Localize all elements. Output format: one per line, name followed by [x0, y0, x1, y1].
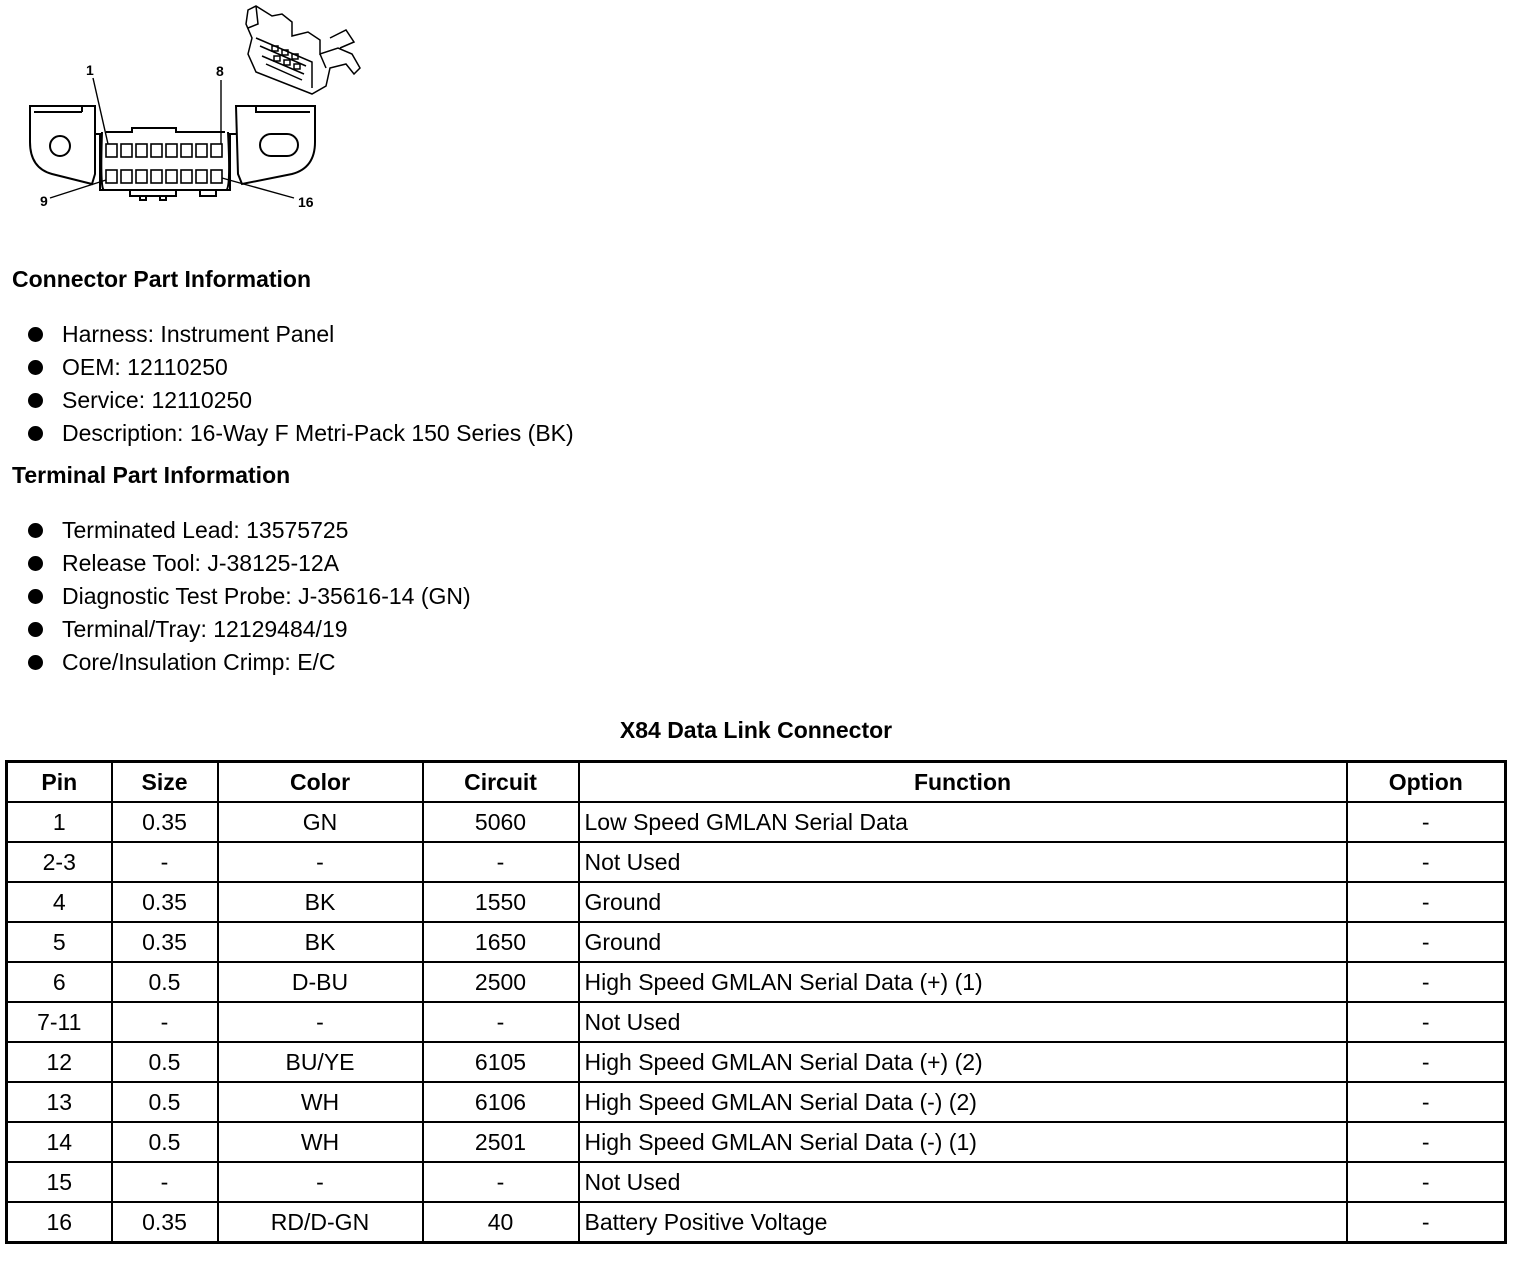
cell-circuit: -	[423, 1162, 579, 1202]
cell-circuit: 6105	[423, 1042, 579, 1082]
cell-pin: 1	[7, 802, 112, 842]
list-item	[28, 646, 471, 679]
list-item	[28, 547, 471, 580]
pin-cavity	[166, 144, 177, 157]
cell-size: -	[112, 1162, 218, 1202]
cell-color: WH	[218, 1122, 423, 1162]
list-item	[28, 580, 471, 613]
column-header-function: Function	[579, 762, 1347, 803]
cell-option: -	[1347, 922, 1506, 962]
bullet-icon	[28, 360, 43, 375]
column-header-option: Option	[1347, 762, 1506, 803]
pin-cavity	[166, 170, 177, 183]
column-header-color: Color	[218, 762, 423, 803]
cell-option: -	[1347, 1122, 1506, 1162]
bullet-icon	[28, 393, 43, 408]
table-row	[7, 922, 1506, 962]
cell-size: 0.35	[112, 922, 218, 962]
cell-function: Ground	[579, 882, 1347, 922]
list-item-text: OEM: 12110250	[62, 354, 228, 380]
list-item-text: Terminated Lead: 13575725	[62, 517, 349, 543]
list-item	[28, 613, 471, 646]
column-header-circuit: Circuit	[423, 762, 579, 803]
table-caption: X84 Data Link Connector	[619, 717, 893, 743]
cell-size: 0.5	[112, 1042, 218, 1082]
cell-size: 0.5	[112, 962, 218, 1002]
cell-size: 0.35	[112, 882, 218, 922]
cell-color: BU/YE	[218, 1042, 423, 1082]
table-row	[7, 1122, 1506, 1162]
cell-circuit: 6106	[423, 1082, 579, 1122]
connector-3d-illustration	[246, 6, 360, 94]
bullet-icon	[28, 622, 43, 637]
list-item-text: Terminal/Tray: 12129484/19	[62, 616, 348, 642]
cell-function: Not Used	[579, 1162, 1347, 1202]
cell-function: High Speed GMLAN Serial Data (+) (2)	[579, 1042, 1347, 1082]
cell-pin: 6	[7, 962, 112, 1002]
connector-face	[30, 106, 315, 200]
cell-pin: 12	[7, 1042, 112, 1082]
list-item-text: Core/Insulation Crimp: E/C	[62, 649, 336, 675]
pin-table	[5, 760, 1507, 1244]
cell-option: -	[1347, 1082, 1506, 1122]
pin-cavity	[136, 144, 147, 157]
cell-option: -	[1347, 842, 1506, 882]
cell-color: GN	[218, 802, 423, 842]
terminal-part-info-heading: Terminal Part Information	[12, 462, 291, 488]
cell-color: WH	[218, 1082, 423, 1122]
cell-pin: 14	[7, 1122, 112, 1162]
cell-circuit: 2501	[423, 1122, 579, 1162]
table-row	[7, 1082, 1506, 1122]
cell-color: -	[218, 842, 423, 882]
bullet-icon	[28, 589, 43, 604]
bullet-icon	[28, 556, 43, 571]
cell-circuit: 5060	[423, 802, 579, 842]
cell-pin: 5	[7, 922, 112, 962]
table-row	[7, 842, 1506, 882]
cell-function: Ground	[579, 922, 1347, 962]
pin-cavity	[211, 144, 222, 157]
cell-pin: 16	[7, 1202, 112, 1243]
cell-pin: 4	[7, 882, 112, 922]
cell-pin: 13	[7, 1082, 112, 1122]
pin-label-9: 9	[40, 193, 48, 209]
cell-function: Not Used	[579, 842, 1347, 882]
list-item-text: Diagnostic Test Probe: J-35616-14 (GN)	[62, 583, 471, 609]
pin-cavity	[196, 144, 207, 157]
pin-cavity	[151, 170, 162, 183]
cell-size: 0.35	[112, 802, 218, 842]
cell-pin: 15	[7, 1162, 112, 1202]
cell-function: Not Used	[579, 1002, 1347, 1042]
table-row	[7, 1002, 1506, 1042]
bullet-icon	[28, 426, 43, 441]
cell-color: RD/D-GN	[218, 1202, 423, 1243]
cell-color: -	[218, 1002, 423, 1042]
cell-option: -	[1347, 1042, 1506, 1082]
pin-cavity	[136, 170, 147, 183]
list-item	[28, 351, 574, 384]
cell-function: High Speed GMLAN Serial Data (-) (2)	[579, 1082, 1347, 1122]
cell-circuit: 40	[423, 1202, 579, 1243]
list-item-text: Harness: Instrument Panel	[62, 321, 335, 347]
pin-cavity	[196, 170, 207, 183]
cell-option: -	[1347, 1162, 1506, 1202]
cell-color: BK	[218, 882, 423, 922]
pin-cavity	[181, 144, 192, 157]
cell-function: Battery Positive Voltage	[579, 1202, 1347, 1243]
pin-label-1: 1	[86, 62, 94, 78]
cell-circuit: 1550	[423, 882, 579, 922]
cell-option: -	[1347, 802, 1506, 842]
cell-circuit: 1650	[423, 922, 579, 962]
table-row	[7, 1042, 1506, 1082]
cell-circuit: -	[423, 1002, 579, 1042]
cell-circuit: 2500	[423, 962, 579, 1002]
cell-circuit: -	[423, 842, 579, 882]
column-header-pin: Pin	[7, 762, 112, 803]
cell-option: -	[1347, 1202, 1506, 1243]
pin-cavity	[121, 144, 132, 157]
table-body	[7, 802, 1506, 1243]
list-item-text: Description: 16-Way F Metri-Pack 150 Series (BK)	[62, 420, 574, 446]
list-item	[28, 318, 574, 351]
pin-cavity	[151, 144, 162, 157]
table-row	[7, 1202, 1506, 1243]
pin-label-8: 8	[216, 63, 224, 79]
cell-color: -	[218, 1162, 423, 1202]
cell-option: -	[1347, 1002, 1506, 1042]
cell-function: Low Speed GMLAN Serial Data	[579, 802, 1347, 842]
cell-option: -	[1347, 962, 1506, 1002]
cell-size: 0.35	[112, 1202, 218, 1243]
cell-function: High Speed GMLAN Serial Data (+) (1)	[579, 962, 1347, 1002]
cell-function: High Speed GMLAN Serial Data (-) (1)	[579, 1122, 1347, 1162]
bullet-icon	[28, 523, 43, 538]
pin-cavities	[106, 144, 222, 183]
pin-cavity	[121, 170, 132, 183]
list-item	[28, 384, 574, 417]
cell-color: BK	[218, 922, 423, 962]
column-header-size: Size	[112, 762, 218, 803]
list-item-text: Release Tool: J-38125-12A	[62, 550, 340, 576]
list-item	[28, 514, 471, 547]
pin-label-16: 16	[298, 194, 314, 210]
cell-size: -	[112, 1002, 218, 1042]
bullet-icon	[28, 655, 43, 670]
cell-size: 0.5	[112, 1082, 218, 1122]
cell-size: -	[112, 842, 218, 882]
connector-diagram	[20, 2, 380, 217]
cell-color: D-BU	[218, 962, 423, 1002]
cell-size: 0.5	[112, 1122, 218, 1162]
connector-part-info-heading: Connector Part Information	[12, 266, 312, 292]
connector-part-info-list	[28, 318, 574, 450]
pin-cavity	[106, 170, 117, 183]
bullet-icon	[28, 327, 43, 342]
terminal-part-info-list	[28, 514, 471, 679]
pin-cavity	[181, 170, 192, 183]
cell-option: -	[1347, 882, 1506, 922]
list-item-text: Service: 12110250	[62, 387, 253, 413]
table-row	[7, 1162, 1506, 1202]
table-header-row	[7, 762, 1506, 803]
table-row	[7, 962, 1506, 1002]
pin-cavity	[211, 170, 222, 183]
pin-cavity	[106, 144, 117, 157]
table-row	[7, 802, 1506, 842]
table-row	[7, 882, 1506, 922]
cell-pin: 7-11	[7, 1002, 112, 1042]
cell-pin: 2-3	[7, 842, 112, 882]
list-item	[28, 417, 574, 450]
